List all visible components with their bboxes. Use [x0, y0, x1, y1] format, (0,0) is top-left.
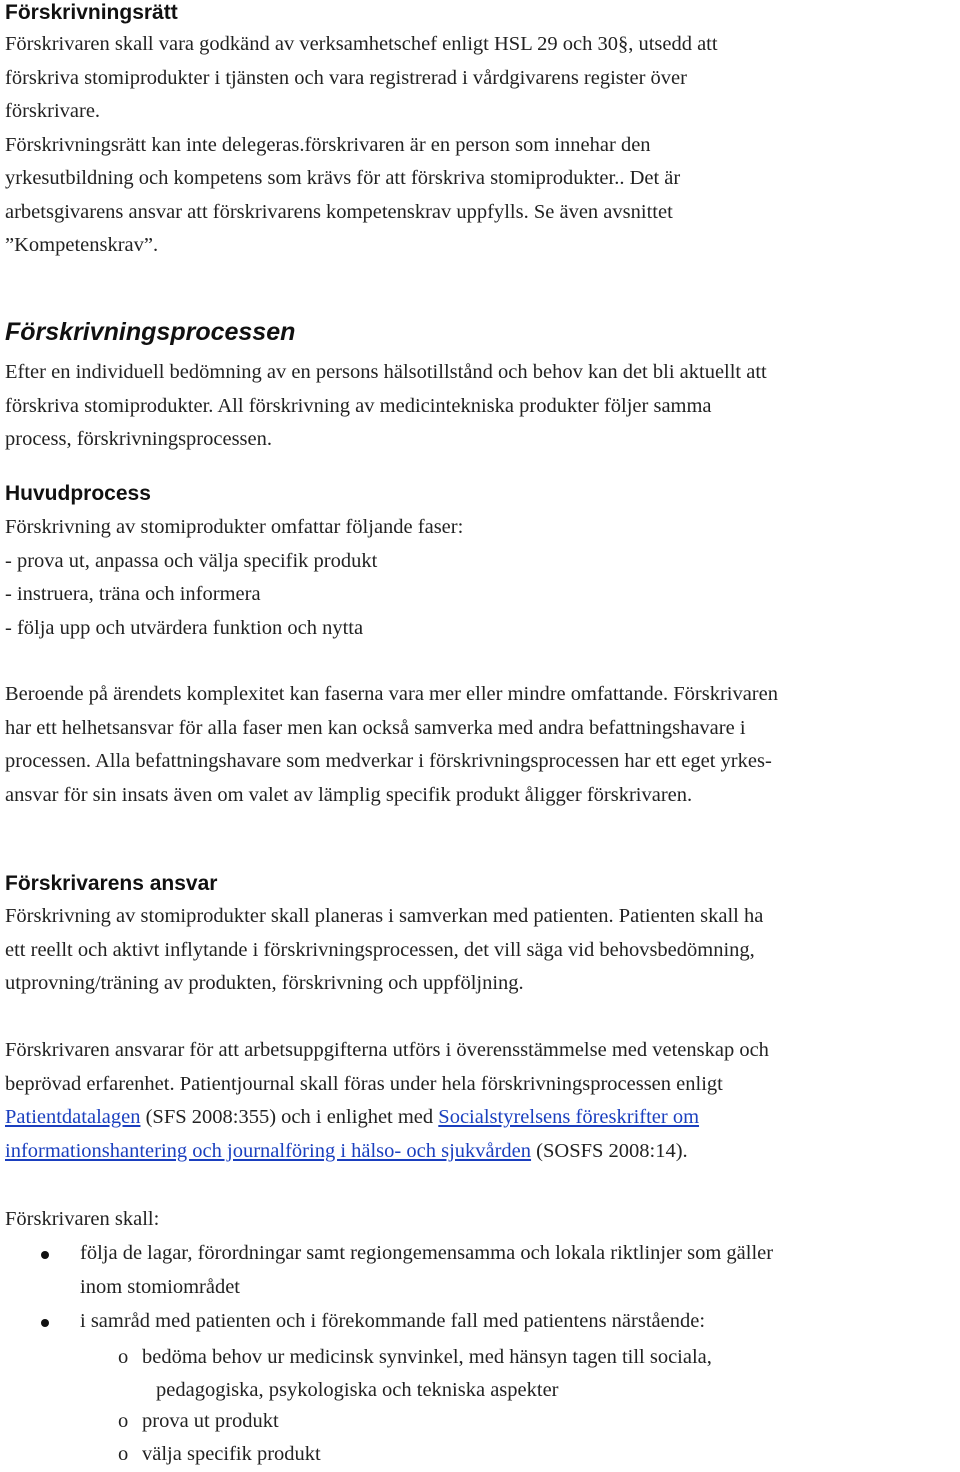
bullet-text: följa de lagar, förordningar samt regiongemensamma och lokala riktlinjer som gäller: [80, 1242, 774, 1264]
paragraph-samverkan: [5, 900, 952, 1001]
bullet-text: i samråd med patienten och i förekommande fall med patientens närstående:: [80, 1310, 706, 1332]
paragraph-komplexitet: [5, 678, 952, 812]
bullet-icon: [41, 1251, 49, 1259]
link-socialstyrelsens-foreskrifter[interactable]: Socialstyrelsens föreskrifter om: [438, 1106, 700, 1128]
text-line: Förskrivaren ansvarar för att arbetsuppgifterna utförs i överensstämmelse med vetenskap och: [5, 1039, 769, 1061]
text-line: processen. Alla befattningshavare som medverkar i förskrivningsprocessen har ett eget yrkes-: [5, 750, 772, 772]
sub-item: [118, 1438, 952, 1472]
bullet-item: [5, 1305, 952, 1339]
text-line: Förskrivningsrätt kan inte delegeras.förskrivaren är en person som innehar den: [5, 133, 651, 156]
sub-item-text: bedöma behov ur medicinsk synvinkel, med hänsyn tagen till sociala,: [142, 1346, 712, 1368]
text-line: Förskrivning av stomiprodukter omfattar följande faser:: [5, 516, 464, 538]
sub-marker: o: [118, 1346, 129, 1368]
link-informationshantering[interactable]: informationshantering och journalföring i hälso- och sjukvården: [5, 1139, 532, 1162]
paragraph-journal: [5, 1034, 952, 1168]
paragraph-forskrivningsratt: [5, 28, 952, 263]
text-line: ansvar för sin insats även om valet av lämplig specifik produkt åligger förskrivaren.: [5, 783, 693, 806]
list-item: - prova ut, anpassa och välja specifik produkt: [5, 549, 378, 572]
text-line: förskrivare.: [5, 100, 101, 122]
text-line: ett reellt och aktivt inflytande i förskrivningsprocessen, det vill säga vid behovsbedömning,: [5, 938, 755, 961]
list-phases: [5, 511, 952, 645]
intro-forskrivaren-skall: Förskrivaren skall:: [5, 1208, 160, 1230]
text-line: Förskrivaren skall vara godkänd av verksamhetschef enligt HSL 29 och 30§, utsedd att: [5, 33, 718, 55]
text-line: förskriva stomiprodukter. All förskrivning av medicintekniska produkter följer samma: [5, 394, 712, 417]
link-patientdatalagen[interactable]: Patientdatalagen: [5, 1106, 141, 1128]
text-line: Förskrivning av stomiprodukter skall planeras i samverkan med patienten. Patienten skall ha: [5, 905, 764, 927]
text-line: arbetsgivarens ansvar att förskrivarens kompetenskrav uppfylls. Se även avsnittet: [5, 200, 673, 223]
heading-forskrivningsratt: Förskrivningsrätt: [5, 1, 178, 24]
text-line: har ett helhetsansvar för alla faser men kan också samverka med andra befattningshavare i: [5, 716, 746, 739]
sub-marker: o: [118, 1410, 129, 1432]
text-line: ”Kompetenskrav”.: [5, 234, 159, 256]
sub-item-text: välja specifik produkt: [142, 1443, 321, 1465]
heading-forskrivarens-ansvar: Förskrivarens ansvar: [5, 872, 218, 895]
text-fragment: (SFS 2008:355) och i enlighet med: [140, 1106, 439, 1128]
list-item: - instruera, träna och informera: [5, 583, 261, 605]
text-line: [5, 1135, 952, 1169]
text-line: [5, 1101, 952, 1135]
bullet-icon: [41, 1319, 49, 1327]
bullet-item: [5, 1237, 952, 1304]
sub-item: [118, 1405, 952, 1439]
sub-item-continuation: pedagogiska, psykologiska och tekniska aspekter: [156, 1378, 559, 1401]
list-item: - följa upp och utvärdera funktion och nytta: [5, 616, 364, 639]
sub-item: [118, 1341, 952, 1406]
text-line: Beroende på ärendets komplexitet kan faserna vara mer eller mindre omfattande. Förskrivaren: [5, 683, 778, 705]
paragraph-forskrivningsprocessen: [5, 356, 952, 457]
sub-item-text: prova ut produkt: [142, 1410, 279, 1432]
text-line: process, förskrivningsprocessen.: [5, 428, 273, 450]
text-line: yrkesutbildning och kompetens som krävs för att förskriva stomiprodukter.. Det är: [5, 167, 681, 189]
sub-marker: o: [118, 1443, 129, 1465]
heading-huvudprocess: Huvudprocess: [5, 482, 151, 505]
heading-forskrivningsprocessen: Förskrivningsprocessen: [5, 318, 296, 346]
text-line: Efter en individuell bedömning av en persons hälsotillstånd och behov kan det bli aktuellt att: [5, 361, 767, 383]
text-line: utprovning/träning av produkten, förskrivning och uppföljning.: [5, 972, 524, 994]
text-line: förskriva stomiprodukter i tjänsten och vara registrerad i vårdgivarens register över: [5, 66, 687, 89]
text-line: beprövad erfarenhet. Patientjournal skall föras under hela förskrivningsprocessen enligt: [5, 1072, 723, 1095]
text-fragment: (SOSFS 2008:14).: [531, 1139, 688, 1162]
bullet-text: inom stomiområdet: [80, 1275, 240, 1298]
